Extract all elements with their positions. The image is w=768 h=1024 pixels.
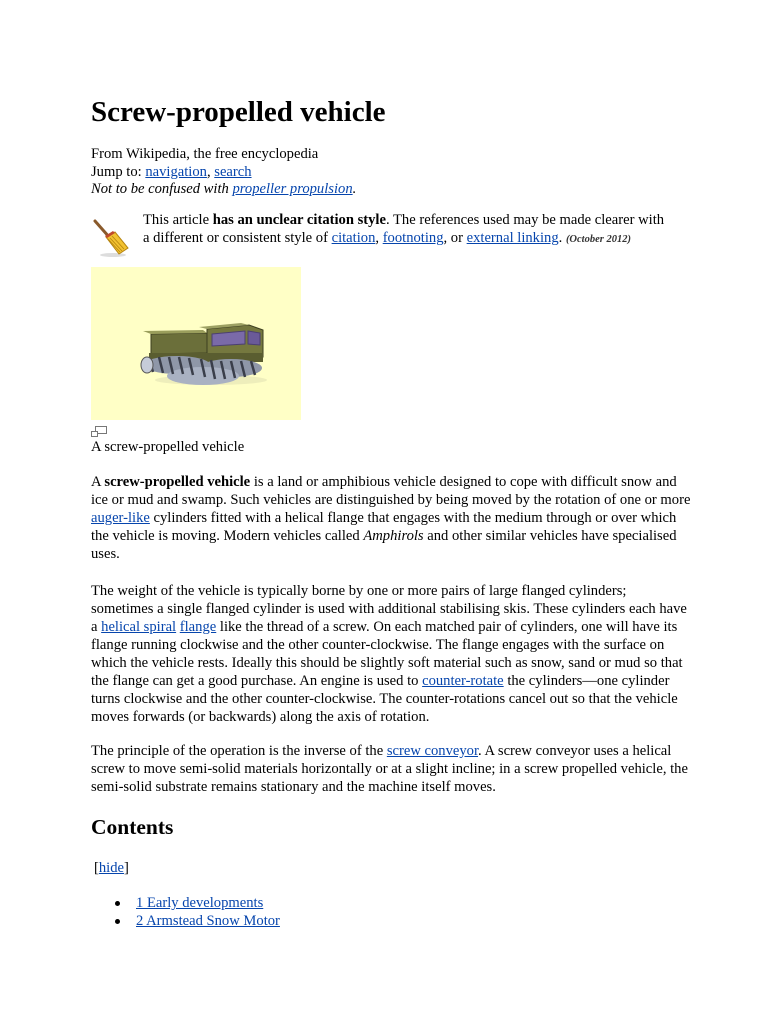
jump-links xyxy=(91,164,691,182)
p3-text-b: . A screw conveyor uses a helical screw to move semi-solid materials horizontally or at a slight incline; in a screw propelled vehicle, the semi-solid substrate remains stationary and the machine itself moves. xyxy=(91,743,688,795)
hatnote-suffix: . xyxy=(352,181,357,197)
jump-to-label: Jump to: xyxy=(91,163,142,180)
p3-text-a: The principle of the operation is the inverse of the xyxy=(91,743,384,759)
p1-text-e: and other similar vehicles have specialised uses. xyxy=(91,528,677,562)
toc-bracket-open: [ xyxy=(94,860,99,876)
external-linking-link[interactable]: external linking xyxy=(466,230,559,246)
auger-like-link[interactable]: auger-like xyxy=(91,510,150,526)
contents-heading: Contents xyxy=(91,815,174,839)
notice-comma: , xyxy=(375,230,380,246)
toc-toggle xyxy=(94,859,129,877)
counter-rotate-link[interactable]: counter-rotate xyxy=(422,673,504,689)
hatnote-link[interactable]: propeller propulsion xyxy=(232,181,353,197)
notice-or: , or xyxy=(443,230,463,246)
image-caption: A screw-propelled vehicle xyxy=(91,439,245,455)
p1-text-a: A xyxy=(91,474,101,490)
toc-list xyxy=(91,894,280,930)
hatnote xyxy=(91,181,691,199)
magnify-clip-icon[interactable] xyxy=(91,426,107,438)
notice-period: . xyxy=(558,230,563,246)
article-meta xyxy=(91,146,691,199)
helical-spiral-link[interactable]: helical spiral xyxy=(101,619,177,635)
p2-text-c: the cylinders—one cylinder turns clockwise and the other counter-clockwise. The counter-rotations cancel out so that the vehicle moves forwards (or backwards) along the axis of rotation. xyxy=(91,673,678,725)
principle-paragraph xyxy=(91,742,691,796)
navigation-link[interactable]: navigation xyxy=(145,163,207,180)
vehicle-illustration xyxy=(91,267,301,420)
footnoting-link[interactable]: footnoting xyxy=(382,230,444,246)
toc-item xyxy=(136,894,280,912)
flange-link[interactable]: flange xyxy=(179,619,217,635)
broom-icon xyxy=(91,217,131,257)
p1-text-c: is a land or amphibious vehicle designed to cope with difficult snow and ice or mud and swamp. Such vehicles are distinguished by being moved by the rotation of one or more xyxy=(91,474,691,508)
weight-paragraph xyxy=(91,582,691,726)
p1-italic-amphirols: Amphirols xyxy=(363,528,424,544)
toc-link-armstead-snow-motor[interactable]: 2 Armstead Snow Motor xyxy=(136,913,280,929)
vehicle-image[interactable] xyxy=(91,267,301,420)
jump-separator: , xyxy=(206,163,211,180)
toc-link-early-developments[interactable]: 1 Early developments xyxy=(136,895,264,911)
search-link[interactable]: search xyxy=(214,163,252,180)
site-sub: From Wikipedia, the free encyclopedia xyxy=(91,146,319,162)
notice-text-2: . The references used may be made clearer with a different or consistent style of xyxy=(143,212,665,246)
p1-bold-term: screw-propelled vehicle xyxy=(104,474,251,490)
toc-item xyxy=(136,912,280,930)
intro-paragraph xyxy=(91,473,691,563)
notice-text-1: This article xyxy=(143,212,210,228)
hide-toc-link[interactable]: hide xyxy=(98,860,125,876)
p2-text-b: like the thread of a screw. On each matched pair of cylinders, one will have its flange running clockwise and the other counter-clockwise. The flange engages with the surface on which the vehicle rests. Ideally this should be slightly soft material such as snow, sand or mud so that the flange can get a good purchase. An engine is used to xyxy=(91,619,683,689)
p1-text-d: cylinders fitted with a helical flange that engages with the medium through or over which the vehicle is moving. Modern vehicles called xyxy=(91,510,677,544)
page-title: Screw-propelled vehicle xyxy=(91,96,386,128)
notice-text xyxy=(143,211,673,249)
notice-bold: has an unclear citation style xyxy=(212,212,386,228)
screw-conveyor-link[interactable]: screw conveyor xyxy=(386,743,479,759)
notice-date: (October 2012) xyxy=(565,234,631,245)
citation-link[interactable]: citation xyxy=(331,230,376,246)
p2-text-a: The weight of the vehicle is typically borne by one or more pairs of large flanged cylinders; sometimes a single flanged cylinder is used with additional stabilising skis. These cylinders each have a xyxy=(91,583,687,635)
toc-bracket-close: ] xyxy=(124,860,129,876)
hatnote-prefix: Not to be confused with xyxy=(91,181,229,197)
